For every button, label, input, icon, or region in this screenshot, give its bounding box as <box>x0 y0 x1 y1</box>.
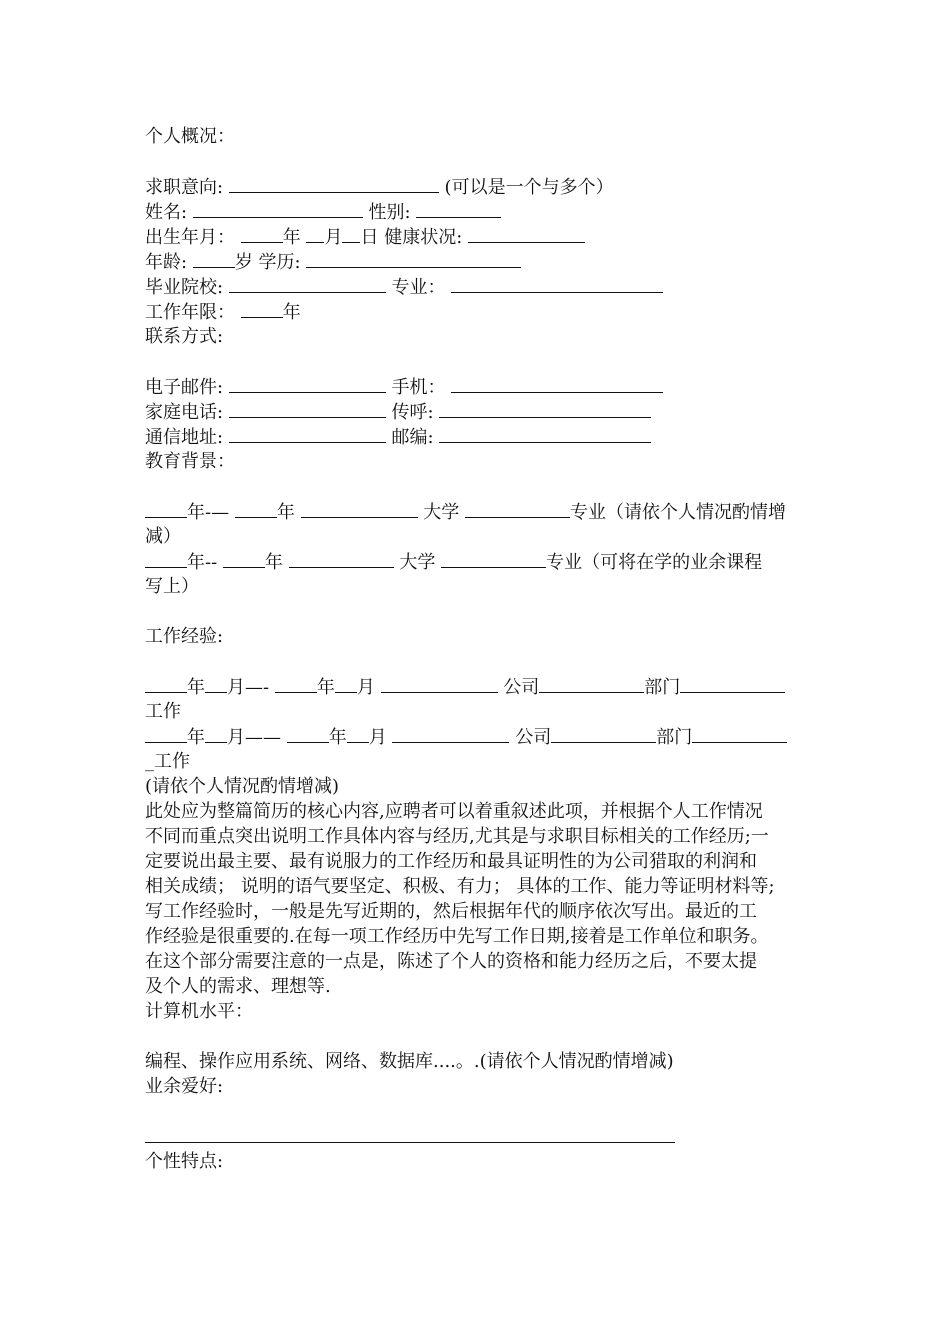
degree-blank[interactable] <box>306 250 521 268</box>
work-row-1 <box>145 675 785 700</box>
work-years-blank[interactable] <box>241 300 283 318</box>
birth-label: 出生年月： <box>145 227 235 248</box>
age-degree-line <box>145 250 521 275</box>
work2-end-year-unit: 年 <box>328 727 347 748</box>
age-label: 年龄: <box>145 252 188 273</box>
birth-day-unit: 日 <box>360 227 379 248</box>
degree-label: 学历: <box>258 252 301 273</box>
zip-label: 邮编: <box>391 427 434 448</box>
work-paragraph-line: 相关成绩； 说明的语气要坚定、积极、有力； 具体的工作、能力等证明材料等; <box>145 876 775 897</box>
education-row-1-wrap: 减） <box>145 526 181 547</box>
email-label: 电子邮件: <box>145 377 224 398</box>
address-label: 通信地址: <box>145 427 224 448</box>
computer-skills-text: 编程、操作应用系统、网络、数据库....。.(请依个人情况酌情增减) <box>145 1051 674 1072</box>
section-computer-title: 计算机水平： <box>145 1001 253 1022</box>
work2-end-month-unit: 月 <box>368 727 387 748</box>
edu2-end-unit: 年 <box>264 552 283 573</box>
major-label: 专业： <box>391 277 446 298</box>
edu2-start-year-blank[interactable] <box>145 550 187 568</box>
work1-end-month-unit: 月 <box>356 677 375 698</box>
edu1-start-year-blank[interactable] <box>145 500 187 518</box>
work-paragraph-line: 作经验是很重要的.在每一项工作经历中先写工作日期,接着是工作单位和职务。 <box>145 926 769 947</box>
work1-start-month-blank[interactable] <box>205 675 227 693</box>
section-hobby-title: 业余爱好: <box>145 1076 224 1097</box>
work2-start-month-unit: 月—— <box>227 727 281 748</box>
work1-start-year-blank[interactable] <box>145 675 187 693</box>
section-work-title: 工作经验: <box>145 626 224 647</box>
gender-blank[interactable] <box>416 200 501 218</box>
education-row-2-wrap: 写上） <box>145 576 199 597</box>
job-intention-label: 求职意向: <box>145 177 224 198</box>
section-contact-title: 联系方式: <box>145 326 224 347</box>
education-row-1 <box>145 500 786 525</box>
job-intention-line <box>145 175 614 200</box>
work-paragraph-line: 定要说出最主要、最有说服力的工作经历和最具证明性的为公司猎取的利润和 <box>145 851 757 872</box>
edu2-university-blank[interactable] <box>289 550 394 568</box>
job-intention-note: (可以是一个与多个） <box>444 177 614 198</box>
hobby-blank[interactable] <box>145 1125 675 1143</box>
major-blank[interactable] <box>451 275 663 293</box>
work2-start-month-blank[interactable] <box>205 725 227 743</box>
work2-start-year-unit: 年 <box>187 727 205 748</box>
education-row-2 <box>145 550 762 575</box>
birth-day-blank[interactable] <box>342 225 360 243</box>
edu2-university-label: 大学 <box>399 552 436 573</box>
mobile-blank[interactable] <box>451 375 663 393</box>
birth-year-unit: 年 <box>282 227 301 248</box>
pager-blank[interactable] <box>439 400 651 418</box>
phone-pager-line <box>145 400 651 425</box>
work2-company-blank[interactable] <box>392 725 509 743</box>
work1-job-blank[interactable] <box>680 675 785 693</box>
work-paragraph-line: 此处应为整篇简历的核心内容,应聘者可以着重叙述此项，并根据个人工作情况 <box>145 801 763 822</box>
edu1-end-unit: 年 <box>276 502 295 523</box>
section-profile-title: 个人概况： <box>145 126 235 147</box>
work-row-2 <box>145 725 787 750</box>
edu1-university-label: 大学 <box>423 502 460 523</box>
edu1-major-blank[interactable] <box>465 500 570 518</box>
work1-start-month-unit: 月—- <box>227 677 270 698</box>
mobile-label: 手机： <box>391 377 446 398</box>
work1-company-label: 公司 <box>503 677 540 698</box>
work1-dept-blank[interactable] <box>539 675 644 693</box>
work1-start-year-unit: 年 <box>187 677 205 698</box>
name-gender-line <box>145 200 501 225</box>
zip-blank[interactable] <box>439 425 651 443</box>
age-unit: 岁 <box>234 252 253 273</box>
health-blank[interactable] <box>468 225 585 243</box>
work-years-label: 工作年限： <box>145 302 235 323</box>
email-mobile-line <box>145 375 663 400</box>
pager-label: 传呼: <box>391 402 434 423</box>
work-row-2-wrap: _工作 <box>145 751 190 772</box>
health-label: 健康状况: <box>384 227 463 248</box>
work1-end-year-unit: 年 <box>316 677 335 698</box>
work-years-unit: 年 <box>282 302 301 323</box>
section-education-title: 教育背景： <box>145 451 235 472</box>
section-personality-title: 个性特点: <box>145 1151 224 1172</box>
work2-dept-label: 部门 <box>656 727 693 748</box>
email-blank[interactable] <box>229 375 386 393</box>
work2-end-year-blank[interactable] <box>287 725 329 743</box>
work1-end-year-blank[interactable] <box>275 675 317 693</box>
school-major-line <box>145 275 663 300</box>
work-years-line <box>145 300 301 325</box>
edu2-end-year-blank[interactable] <box>223 550 265 568</box>
work1-dept-label: 部门 <box>644 677 681 698</box>
name-label: 姓名: <box>145 202 188 223</box>
work2-job-blank[interactable] <box>692 725 787 743</box>
work-paragraph-line: 在这个部分需要注意的一点是，陈述了个人的资格和能力经历之后，不要太提 <box>145 951 757 972</box>
work1-end-month-blank[interactable] <box>335 675 357 693</box>
home-phone-label: 家庭电话: <box>145 402 224 423</box>
birth-month-unit: 月 <box>324 227 343 248</box>
school-label: 毕业院校: <box>145 277 224 298</box>
work-row-1-wrap: 工作 <box>145 701 181 722</box>
work-paragraph-line: 及个人的需求、理想等. <box>145 976 331 997</box>
home-phone-blank[interactable] <box>229 400 386 418</box>
work-note: (请依个人情况酌情增减) <box>145 776 340 797</box>
address-zip-line <box>145 425 651 450</box>
edu2-tail-text: 专业（可将在学的业余课程 <box>546 552 763 573</box>
work-paragraph-line: 写工作经验时，一般是先写近期的，然后根据年代的顺序依次写出。最近的工 <box>145 901 757 922</box>
birth-month-blank[interactable] <box>306 225 324 243</box>
work2-dept-blank[interactable] <box>551 725 656 743</box>
work2-start-year-blank[interactable] <box>145 725 187 743</box>
address-blank[interactable] <box>229 425 386 443</box>
work1-company-blank[interactable] <box>381 675 498 693</box>
work2-end-month-blank[interactable] <box>347 725 369 743</box>
hobby-line <box>145 1125 675 1150</box>
birth-health-line <box>145 225 585 250</box>
gender-label: 性别: <box>368 202 411 223</box>
edu1-start-unit: 年-— <box>187 502 230 523</box>
edu2-major-blank[interactable] <box>441 550 546 568</box>
edu1-end-year-blank[interactable] <box>235 500 277 518</box>
edu2-start-unit: 年-- <box>187 552 218 573</box>
name-blank[interactable] <box>193 200 363 218</box>
birth-year-blank[interactable] <box>241 225 283 243</box>
edu1-university-blank[interactable] <box>301 500 418 518</box>
work-paragraph-line: 不同而重点突出说明工作具体内容与经历,尤其是与求职目标相关的工作经历;一 <box>145 826 769 847</box>
age-blank[interactable] <box>193 250 235 268</box>
school-blank[interactable] <box>229 275 386 293</box>
job-intention-blank[interactable] <box>229 175 439 193</box>
work2-company-label: 公司 <box>515 727 552 748</box>
edu1-tail-text: 专业（请依个人情况酌情增 <box>570 502 787 523</box>
